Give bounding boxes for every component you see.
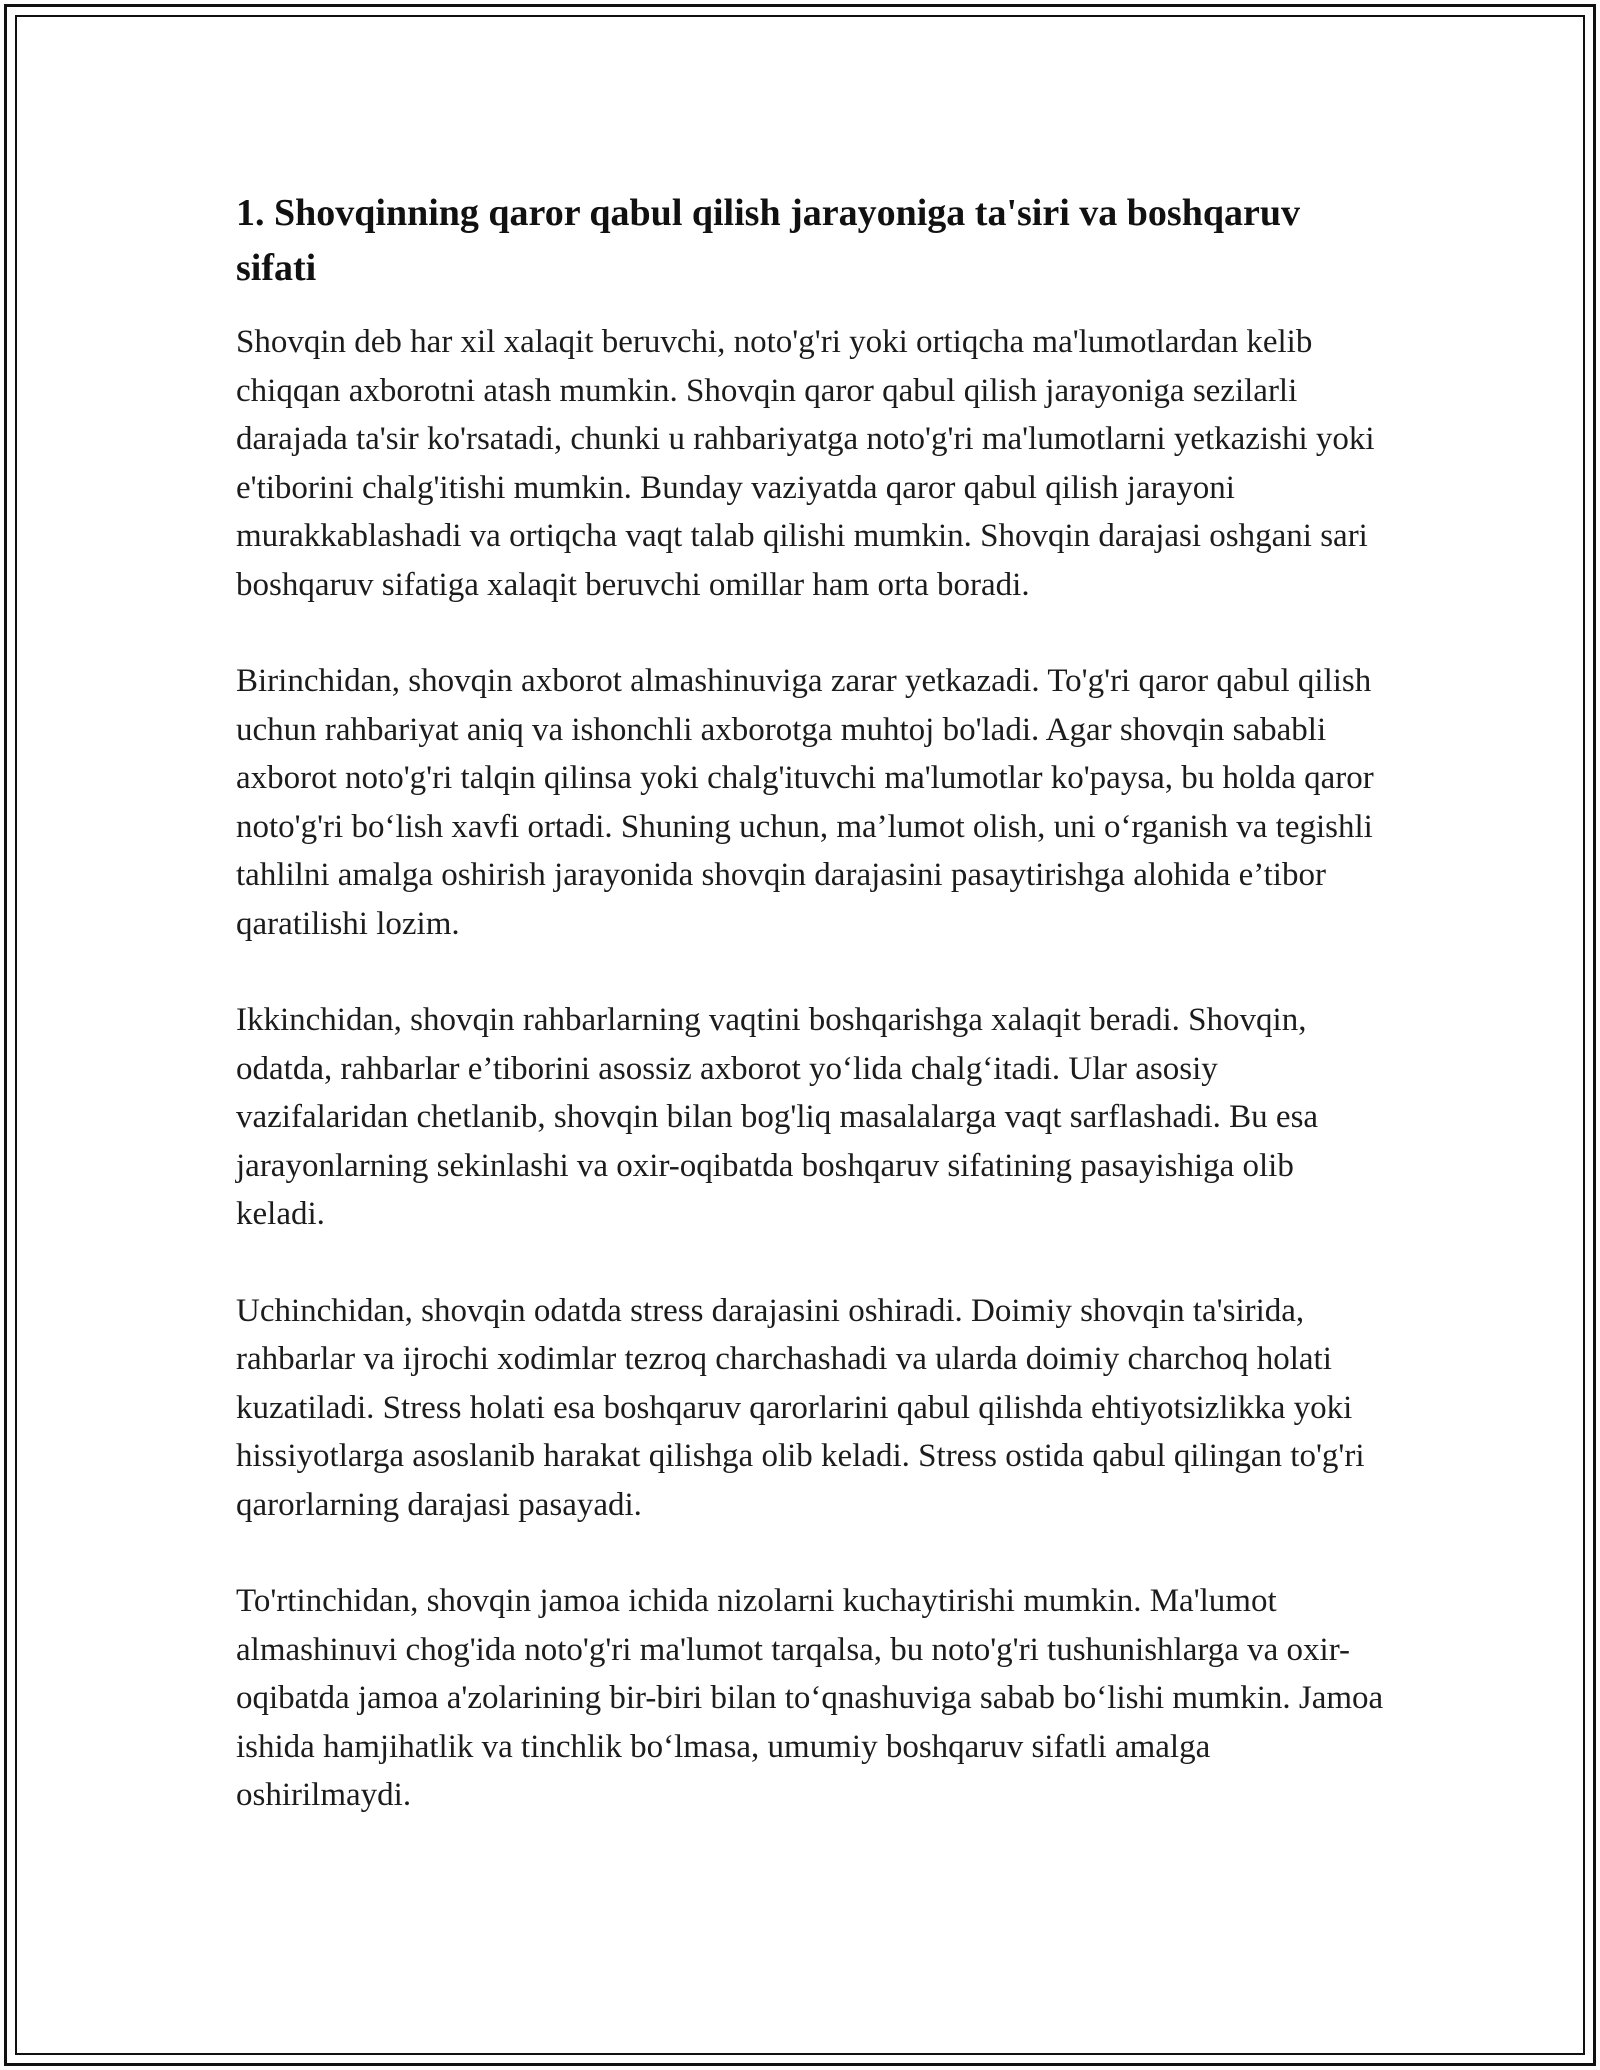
paragraph-first: Birinchidan, shovqin axborot almashinuviga zarar yetkazadi. To'g'ri qaror qabul qilish uchun rahbariyat aniq va ishonchli axborotga muhtoj bo'ladi. Agar shovqin sababli axborot noto'g'ri talqin qilinsa yoki chalg'ituvchi ma'lumotlar ko'paysa, bu holda qaror noto'g'ri bo‘lish xavfi ortadi. Shuning uchun, ma’lumot olish, uni o‘rganish va tegishli tahlilni amalga oshirish jarayonida shovqin darajasini pasaytirishga alohida e’tibor qaratilishi lozim. [236,663,1374,942]
paragraph-second: Ikkinchidan, shovqin rahbarlarning vaqtini boshqarishga xalaqit beradi. Shovqin, odatda, rahbarlar e’tiborini asossiz axborot yo‘lida chalg‘itadi. Ular asosiy vazifalaridan chetlanib, shovqin bilan bog'liq masalalarga vaqt sarflashadi. Bu esa jarayonlarning sekinlashi va oxir-oqibatda boshqaruv sifatining pasayishiga olib keladi. [236,1002,1319,1232]
section-title: 1. Shovqinning qaror qabul qilish jarayoniga ta'siri va boshqaruv sifati [236,192,1300,289]
paragraph-intro: Shovqin deb har xil xalaqit beruvchi, noto'g'ri yoki ortiqcha ma'lumotlardan kelib chiqqan axborotni atash mumkin. Shovqin qaror qabul qilish jarayoniga sezilarli darajada ta'sir ko'rsatadi, chunki u rahbariyatga noto'g'ri ma'lumotlarni yetkazishi yoki e'tiborini chalg'itishi mumkin. Bunday vaziyatda qaror qabul qilish jarayoni murakkablashadi va ortiqcha vaqt talab qilishi mumkin. Shovqin darajasi oshgani sari boshqaruv sifatiga xalaqit beruvchi omillar ham orta boradi. [236,324,1375,603]
document-body [236,186,1384,1868]
paragraph-fourth: To'rtinchidan, shovqin jamoa ichida nizolarni kuchaytirishi mumkin. Ma'lumot almashinuvi chog'ida noto'g'ri ma'lumot tarqalsa, bu noto'g'ri tushunishlarga va oxir-oqibatda jamoa a'zolarining bir-biri bilan to‘qnashuviga sabab bo‘lishi mumkin. Jamoa ishida hamjihatlik va tinchlik bo‘lmasa, umumiy boshqaruv sifatli amalga oshirilmaydi. [236,1583,1384,1813]
paragraph-third: Uchinchidan, shovqin odatda stress darajasini oshiradi. Doimiy shovqin ta'sirida, rahbarlar va ijrochi xodimlar tezroq charchashadi va ularda doimiy charchoq holati kuzatiladi. Stress holati esa boshqaruv qarorlarini qabul qilishda ehtiyotsizlikka yoki hissiyotlarga asoslanib harakat qilishga olib keladi. Stress ostida qabul qilingan to'g'ri qarorlarning darajasi pasayadi. [236,1292,1365,1523]
